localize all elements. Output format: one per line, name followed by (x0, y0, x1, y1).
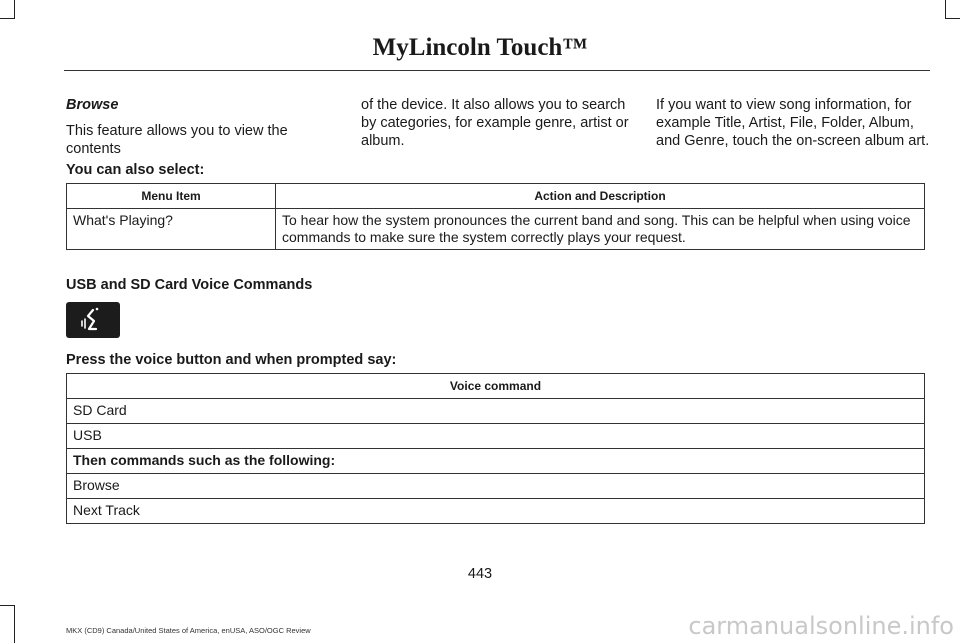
menu-item-cell: What's Playing? (67, 209, 276, 250)
voice-table-header (67, 374, 925, 399)
table-row (67, 499, 925, 524)
voice-command-subheading: Then commands such as the following: (67, 449, 925, 474)
browse-text-right: If you want to view song information, for example Title, Artist, File, Folder, Album, and Genre, touch the on-screen album art. (656, 97, 930, 149)
table-row (67, 474, 925, 499)
menu-table-header-cell: Action and Description (276, 184, 925, 209)
voice-command-cell: USB (67, 424, 925, 449)
voice-command-icon (66, 302, 120, 338)
browse-text-middle: of the device. It also allows you to search by categories, for example genre, artist or album. (361, 97, 629, 149)
column-right (656, 96, 930, 150)
voice-command-cell: SD Card (67, 399, 925, 424)
voice-command-table (66, 373, 925, 524)
crop-mark (0, 605, 15, 606)
page-title: MyLincoln Touch™ (372, 34, 588, 61)
voice-command-icon-graphic (66, 302, 120, 338)
table-row (67, 449, 925, 474)
table-row (67, 399, 925, 424)
table-row (67, 424, 925, 449)
browse-heading: Browse (66, 97, 119, 113)
crop-mark (945, 18, 960, 19)
voice-command-cell: Browse (67, 474, 925, 499)
voice-table-header-cell: Voice command (67, 374, 925, 399)
header-divider (64, 70, 930, 71)
footer-text: MKX (CD9) Canada/United States of America, enUSA, ASO/OGC Review (66, 626, 311, 635)
menu-table (66, 183, 925, 250)
menu-description-cell: To hear how the system pronounces the current band and song. This can be helpful when using voice commands to make sure the system correctly plays your request. (276, 209, 925, 250)
menu-table-header (67, 184, 925, 209)
column-middle (361, 96, 637, 150)
page-number: 443 (467, 566, 493, 582)
watermark-text: carmanualsonline.info (688, 612, 954, 640)
voice-command-cell: Next Track (67, 499, 925, 524)
crop-mark (0, 18, 15, 19)
crop-mark (945, 0, 946, 18)
press-instruction: Press the voice button and when prompted say: (66, 352, 397, 368)
menu-table-header-cell: Menu Item (67, 184, 276, 209)
column-left (66, 96, 341, 158)
also-select-label: You can also select: (66, 162, 205, 178)
crop-mark (14, 605, 15, 643)
crop-mark (14, 0, 15, 18)
section-heading: USB and SD Card Voice Commands (66, 277, 313, 293)
browse-text-left: This feature allows you to view the contents (66, 123, 288, 157)
table-row (67, 209, 925, 250)
